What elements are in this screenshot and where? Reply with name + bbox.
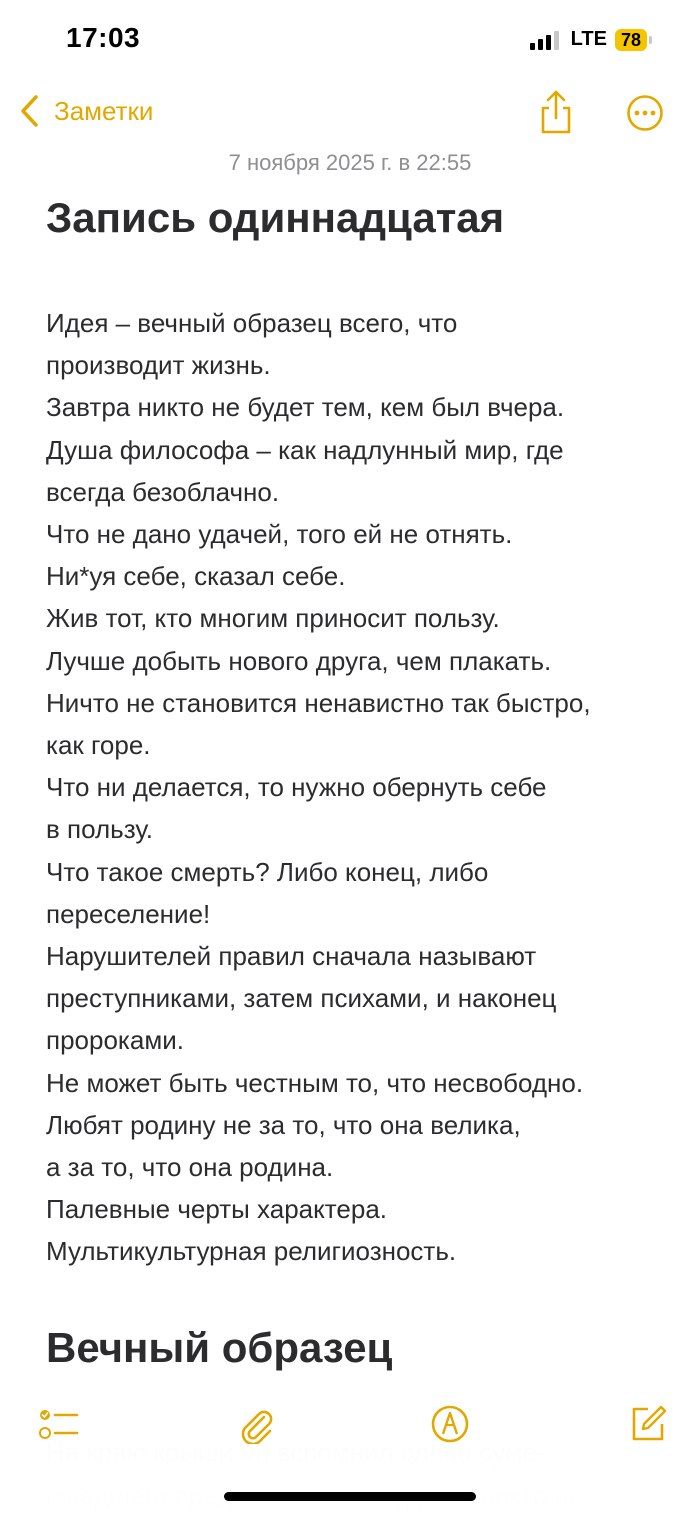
cellular-signal-icon <box>530 30 559 50</box>
note-line: Душа философа – как надлунный мир, где <box>46 434 564 465</box>
note-line: как горе. <box>46 730 151 761</box>
checklist-icon <box>38 1404 80 1444</box>
chevron-left-icon <box>20 94 40 128</box>
compose-button[interactable] <box>628 1404 668 1444</box>
note-line: пророками. <box>46 1025 184 1056</box>
note-line: Любят родину не за то, что она велика, <box>46 1109 521 1140</box>
home-indicator[interactable] <box>224 1492 476 1501</box>
note-line: преступниками, затем психами, и наконец <box>46 983 557 1014</box>
battery-tip <box>649 36 652 44</box>
share-button[interactable] <box>536 90 576 136</box>
status-time: 17:03 <box>66 22 141 53</box>
note-line: а за то, что она родина. <box>46 1152 334 1183</box>
note-line: Палевные черты характера. <box>46 1194 388 1225</box>
note-line: Мультикультурная религиозность. <box>46 1236 457 1267</box>
more-button[interactable] <box>626 94 664 132</box>
note-subtitle[interactable]: Вечный образец <box>46 1324 393 1371</box>
battery-level: 78 <box>615 29 647 51</box>
note-line: Лучше добыть нового друга, чем плакать. <box>46 645 552 676</box>
note-date: 7 ноября 2025 г. в 22:55 <box>228 150 472 175</box>
battery-icon <box>615 29 652 51</box>
back-button[interactable] <box>20 94 153 128</box>
note-line: Идея – вечный образец всего, что <box>46 308 458 338</box>
attachment-button[interactable] <box>236 1404 276 1444</box>
note-body[interactable] <box>46 302 666 1273</box>
status-indicators <box>530 28 652 51</box>
status-bar <box>0 0 700 80</box>
network-type: LTE <box>570 28 607 50</box>
paperclip-icon <box>236 1404 276 1444</box>
note-line: в пользу. <box>46 814 153 845</box>
back-button-label: Заметки <box>54 95 154 126</box>
note-line: Ни*уя себе, сказал себе. <box>46 561 346 592</box>
note-line: Завтра никто не будет тем, кем был вчера. <box>46 392 565 423</box>
share-icon <box>536 90 576 136</box>
pen-tip-circle-icon <box>430 1404 470 1444</box>
note-line: Что не дано удачей, того ей не отнять. <box>46 519 513 550</box>
compose-icon <box>628 1404 668 1444</box>
note-title[interactable]: Запись одиннадцатая <box>46 194 505 241</box>
note-line: Жив тот, кто многим приносит пользу. <box>46 603 500 634</box>
note-line: Что ни делается, то нужно обернуть себе <box>46 772 547 803</box>
note-line: переселение! <box>46 898 211 929</box>
note-line: производит жизнь. <box>46 350 271 381</box>
note-line: Нарушителей правил сначала называют <box>46 941 537 972</box>
note-line: Ничто не становится ненавистно так быстро, <box>46 687 591 718</box>
note-line: Что такое смерть? Либо конец, либо <box>46 856 489 887</box>
note-line: всегда безоблачно. <box>46 476 280 507</box>
note-line: Не может быть честным то, что несвободно. <box>46 1067 584 1098</box>
checklist-button[interactable] <box>38 1404 78 1444</box>
markup-button[interactable] <box>430 1404 470 1444</box>
ellipsis-circle-icon <box>626 94 664 132</box>
